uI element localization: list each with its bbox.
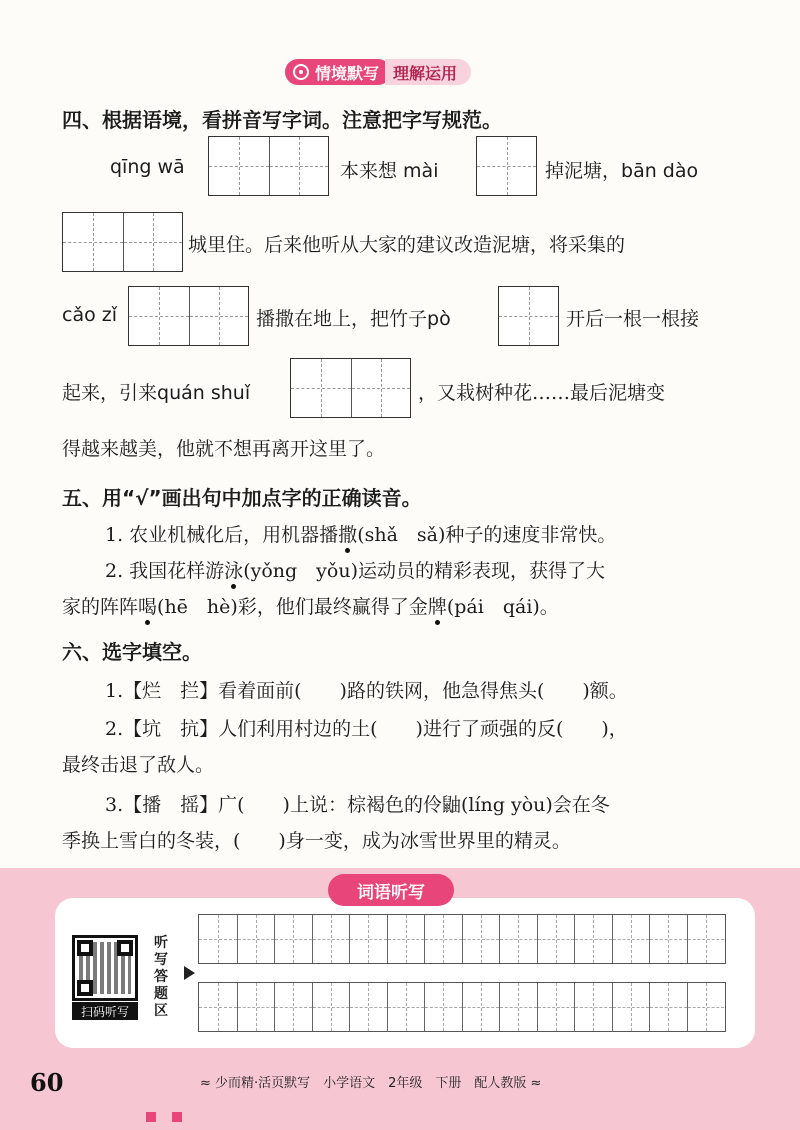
dotted-char: 喝 <box>138 596 158 618</box>
header-sub-label: 理解运用 <box>385 59 471 85</box>
answer-grid-caozi[interactable] <box>128 286 249 346</box>
s6-q1[interactable]: 1.【烂 拦】看着面前( )路的铁网，他急得焦头( )额。 <box>105 680 628 702</box>
answer-grid-quanshui[interactable] <box>290 358 411 418</box>
s5-q2 <box>105 556 605 583</box>
dictation-grid-row-2[interactable] <box>198 982 726 1032</box>
section-5-title: 五、用“√”画出句中加点字的正确读音。 <box>62 486 422 510</box>
s4-text-2: 掉泥塘， <box>545 160 622 182</box>
section-header <box>285 58 471 86</box>
s4-line3-mid <box>256 304 451 331</box>
pinyin-bandao: bān dào <box>621 160 699 182</box>
answer-grid-mai[interactable] <box>476 136 537 196</box>
s4-line1 <box>110 156 185 178</box>
s6-q3-cont[interactable]: 季换上雪白的冬装，( )身一变，成为冰雪世界里的精灵。 <box>62 830 571 852</box>
s6-q2-cont: 最终击退了敌人。 <box>62 754 215 776</box>
s4-text-7: ，又栽树种花……最后泥塘变 <box>418 382 666 404</box>
answer-grid-qingwa[interactable] <box>208 136 329 196</box>
pinyin-qingwa: qīng wā <box>110 156 185 178</box>
pinyin-mai: mài <box>403 160 439 182</box>
s4-text-4: 播撒在地上，把竹子 <box>256 308 428 330</box>
dictation-grid-row-1[interactable] <box>198 914 726 964</box>
s4-line4 <box>62 378 250 405</box>
header-badge <box>285 59 391 85</box>
s4-text-6: 起来，引来 <box>62 382 158 404</box>
s5-q1-b[interactable]: (shǎ sǎ)种子的速度非常快。 <box>357 524 617 546</box>
dictation-tab: 词语听写 <box>328 874 454 906</box>
medal-icon <box>293 64 309 80</box>
answer-grid-po[interactable] <box>498 286 559 346</box>
qr-label: 扫码听写 <box>72 1002 138 1020</box>
pinyin-po: pò <box>427 308 451 330</box>
decor-square <box>172 1112 182 1122</box>
qr-code-icon[interactable] <box>72 935 138 1001</box>
s5-q2-e[interactable]: (pái qái)。 <box>446 596 559 618</box>
pinyin-caozi: cǎo zǐ <box>62 304 118 326</box>
section-6-title: 六、选字填空。 <box>62 640 202 664</box>
s4-line1-tail <box>545 156 698 183</box>
section-4-title: 四、根据语境，看拼音写字词。注意把字写规范。 <box>62 108 502 132</box>
s5-q2-d[interactable]: (hē hè)彩，他们最终赢得了金 <box>157 596 428 618</box>
footer-text: ≈ 少而精·活页默写 小学语文 2年级 下册 配人教版 ≈ <box>200 1076 542 1091</box>
s4-text-1: 本来想 <box>340 160 404 182</box>
s5-q2-b[interactable]: (yǒng yǒu)运动员的精彩表现，获得了大 <box>243 560 605 582</box>
s4-text-8: 得越来越美，他就不想再离开这里了。 <box>62 438 386 460</box>
s5-q1-a: 1. 农业机械化后，用机器播 <box>105 524 339 546</box>
s5-q2-cont <box>62 592 559 619</box>
s4-line3 <box>62 304 117 326</box>
answer-area-label: 听写答题区 <box>154 935 168 1019</box>
s5-q2-a: 2. 我国花样游 <box>105 560 225 582</box>
s4-text-5: 开后一根一根接 <box>566 308 700 330</box>
s4-line1-text <box>340 156 438 183</box>
dotted-char: 牌 <box>427 596 447 618</box>
decor-square <box>146 1112 156 1122</box>
arrow-right-icon <box>184 966 195 980</box>
s5-q2-c: 家的阵阵 <box>62 596 139 618</box>
answer-grid-bandao[interactable] <box>62 212 183 272</box>
dotted-char: 撒 <box>338 524 358 546</box>
s6-q3[interactable]: 3.【播 摇】广( )上说：棕褐色的伶鼬(líng yòu)会在冬 <box>105 794 610 816</box>
s5-q1 <box>105 520 616 547</box>
header-badge-label: 情境默写 <box>315 63 380 83</box>
dotted-char: 泳 <box>224 560 244 582</box>
s4-text-3: 城里住。后来他听从大家的建议改造泥塘，将采集的 <box>188 234 626 256</box>
s6-q2[interactable]: 2.【坑 抗】人们利用村边的土( )进行了顽强的反( )， <box>105 718 628 740</box>
pinyin-quanshui: quán shuǐ <box>157 382 251 404</box>
page-number: 60 <box>30 1068 64 1097</box>
